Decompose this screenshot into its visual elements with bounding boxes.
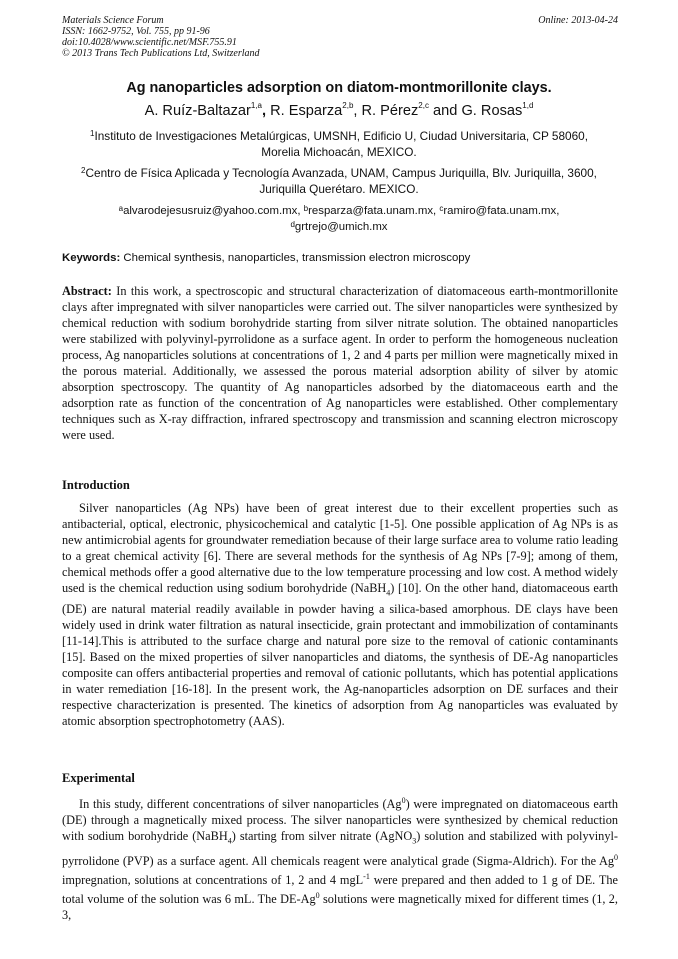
exp-text: ) starting from silver nitrate (AgNO	[231, 829, 413, 844]
author-name: R. Esparza	[270, 103, 343, 119]
online-date: Online: 2013-04-24	[538, 15, 618, 26]
email-link[interactable]: ramiro@fata.unam.mx,	[443, 205, 560, 217]
author-affiliation-mark: 1,a	[250, 101, 262, 110]
affiliation-text: Instituto de Investigaciones Metalúrgicas, UMSNH, Edificio U, Ciudad Universitaria, CP 58060, Morelia Michoacán, MEXICO.	[94, 129, 588, 159]
superscript: 0	[315, 890, 320, 900]
doi-line[interactable]: doi:10.4028/www.scientific.net/MSF.755.91	[62, 37, 237, 48]
intro-text: ) [10]. On the other hand, diatomaceous earth (DE) are natural material readily available in powder having a silica-based amorphous. DE clays have been widely used in drink water filtration as natural insecticide, grain protectant and immobilization of contaminants [11-14].This is attributed to the surface charge and natural pore size to the removal of cationic contaminants [15]. Based on the mixed properties of silver nanoparticles and diatoms, the synthesis of DE-Ag nanoparticles composite can offers antibacterial properties and removal of cationic pollutants, which has potential applications in water remediation [16-18]. In the present work, the Ag-nanoparticles adsorption on DE surfaces and their respective characterization is presented. The kinetics of adsorption from Ag nanoparticles was evaluated by atomic absorption spectrophotometry (AAS).	[62, 581, 619, 729]
author-list: A. Ruíz-Baltazar$^{1,a}$, R. Esparza$^{2,b}$, R. Pérez$^{2,c}$ and G. Rosas$^{1,d}$	[144, 101, 534, 119]
keywords-text: Chemical synthesis, nanoparticles, transmission electron microscopy	[123, 252, 471, 264]
email-link[interactable]: resparza@fata.unam.mx,	[308, 205, 437, 217]
author-name: G. Rosas	[461, 103, 523, 119]
superscript: 0	[401, 796, 406, 805]
exp-text: In this study, different concentrations of silver nanoparticles (Ag	[79, 797, 402, 812]
author-name: R. Pérez	[361, 103, 419, 119]
email-link[interactable]: alvarodejesusruiz@yahoo.com.mx,	[123, 205, 301, 217]
copyright-line: © 2013 Trans Tech Publications Ltd, Switzerland	[62, 48, 260, 59]
abstract	[62, 283, 618, 443]
affiliation-mark: 2	[81, 166, 86, 175]
journal-header	[62, 15, 618, 59]
exp-text: ) were impregnated on diatomaceous earth (DE) through a magnetically mixed process. The silver nanoparticles were synthesized by chemical reduction with sodium borohydride (NaBH	[62, 797, 618, 844]
introduction-paragraph	[62, 500, 618, 729]
intro-text: Silver nanoparticles (Ag NPs) have been of great interest due to their excellent properties such as antibacterial, optical, electronic, physicochemical and catalytic [1-5]. One possible application of Ag NPs is as new antimicrobial agents for groundwater remediation because of their large surface area to volume ratio leading to a great chemical activity [6]. There are several methods for the synthesis of Ag NPs [7-9]; among of them, chemical methods offer a good alternative due to the low temperature processing and low cost. A method widely used is the chemical reduction using sodium borohydride (NaBH	[62, 501, 618, 595]
exp-text: were prepared and then added to 1 g of DE. The total volume of the solution was 6 mL. The DE-Ag	[62, 872, 618, 906]
author-affiliation-mark: 2,b	[342, 101, 354, 110]
abstract-label: Abstract:	[62, 284, 112, 298]
subscript: 4	[227, 836, 232, 846]
superscript: 0	[614, 852, 618, 862]
email-link[interactable]: grtrejo@umich.mx	[294, 221, 388, 233]
author-conjunction: and	[433, 103, 458, 119]
email-mark: c	[439, 204, 444, 213]
superscript: -1	[363, 871, 370, 881]
affiliation-mark: 1	[90, 129, 95, 138]
author-affiliation-mark: 1,d	[522, 101, 534, 110]
author-name: A. Ruíz-Baltazar	[144, 103, 251, 119]
exp-text: solutions were magnetically mixed for different times (1, 2, 3,	[62, 891, 618, 922]
experimental-paragraph	[62, 793, 618, 923]
email-mark: a	[118, 204, 124, 213]
issn-line: ISSN: 1662-9752, Vol. 755, pp 91-96	[62, 26, 210, 37]
abstract-text: In this work, a spectroscopic and structural characterization of diatomaceous earth-montmorillonite clays after impregnated with silver nanoparticles were carried out. The silver nanoparticles were synthesized by chemical reduction with sodium borohydride starting from silver nitrate solution. The obtained nanoparticles were stabilized with polyvinyl-pyrrolidone as a surface agent. In order to perform the homogeneous nucleation process, Ag nanoparticles solutions at concentrations of 1, 2 and 4 parts per million were magnetically mixed in the porous material. Additionally, we assessed the porous material adsorption ability of silver by atomic absorption spectroscopy. The quantity of Ag nanoparticles adsorbed by the diatomaceous earth and the adsorption rate as function of the concentration of Ag nanoparticles were established. Other complementary techniques such as X-ray diffraction, infrared spectroscopy and transmission and scanning electron microscopy were used.	[62, 284, 618, 442]
experimental-heading: Experimental	[62, 771, 135, 785]
keywords-label: Keywords:	[62, 252, 121, 264]
author-emails	[70, 203, 608, 235]
author-affiliation-mark: 2,c	[418, 101, 429, 110]
exp-text: impregnation, solutions at concentrations of 1, 2 and 4 mgL	[62, 872, 364, 887]
exp-text: ) solution and stabilized with polyvinyl-pyrrolidone (PVP) as a surface agent. All chemicals reagent were analytical grade (Sigma-Aldrich). For the Ag	[62, 829, 618, 868]
affiliation-2	[70, 165, 608, 197]
subscript: 4	[386, 588, 391, 598]
subscript: 3	[412, 836, 417, 846]
paper-title: Ag nanoparticles adsorption on diatom-montmorillonite clays.	[126, 80, 552, 96]
email-mark: d	[290, 220, 295, 229]
journal-name: Materials Science Forum	[62, 15, 164, 26]
email-mark: b	[303, 204, 309, 213]
introduction-heading: Introduction	[62, 478, 130, 492]
affiliation-1	[70, 128, 608, 160]
author-separator: ,	[261, 103, 267, 119]
affiliation-text: Centro de Física Aplicada y Tecnología Avanzada, UNAM, Campus Juriquilla, Blv. Juriquilla, 3600, Juriquilla Querétaro. MEXICO.	[85, 166, 597, 196]
keywords	[62, 252, 618, 264]
